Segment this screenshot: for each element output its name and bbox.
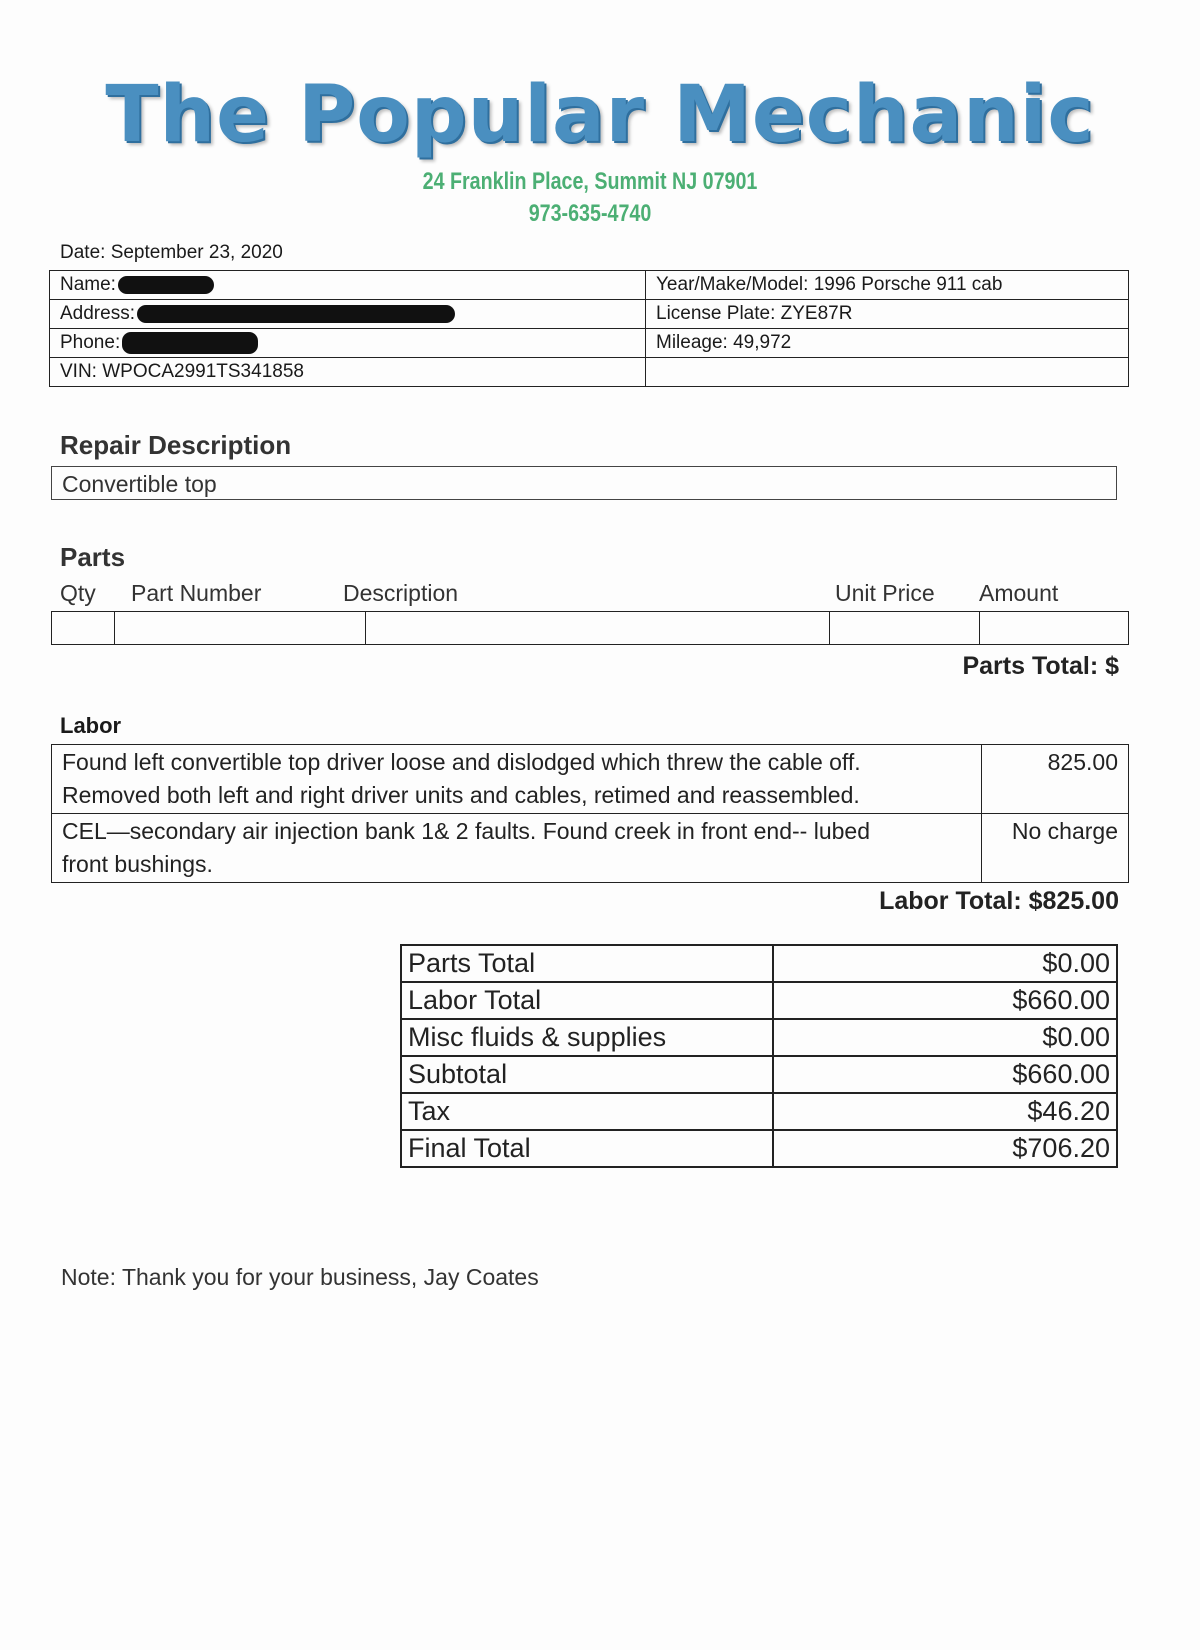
thank-you-note: Note: Thank you for your business, Jay Coates xyxy=(61,1264,539,1290)
redacted-phone xyxy=(122,332,258,354)
labor-description xyxy=(52,814,982,883)
parts-total: Parts Total: $ xyxy=(962,652,1119,680)
labor-heading: Labor xyxy=(60,713,122,738)
parts-cell xyxy=(366,612,830,645)
customer-vehicle-table xyxy=(49,270,1129,387)
labor-line: front bushings. xyxy=(62,851,213,877)
customer-name-label: Name: xyxy=(60,274,116,295)
year-make-model: Year/Make/Model: 1996 Porsche 911 cab xyxy=(646,271,1129,300)
summary-label: Subtotal xyxy=(401,1056,773,1093)
parts-col-qty: Qty xyxy=(60,580,96,606)
labor-amount: 825.00 xyxy=(982,745,1129,814)
repair-description: Convertible top xyxy=(51,466,1117,500)
license-plate: License Plate: ZYE87R xyxy=(646,300,1129,329)
customer-address-label: Address: xyxy=(60,303,135,324)
summary-value: $46.20 xyxy=(773,1093,1117,1130)
table-row xyxy=(401,982,1117,1019)
labor-total: Labor Total: $825.00 xyxy=(879,887,1119,915)
table-row xyxy=(52,612,1129,645)
table-row xyxy=(401,945,1117,982)
labor-description xyxy=(52,745,982,814)
invoice-date: Date: September 23, 2020 xyxy=(60,242,283,263)
parts-cell xyxy=(830,612,980,645)
shop-address: 24 Franklin Place, Summit NJ 07901 xyxy=(422,168,758,195)
parts-cell xyxy=(115,612,366,645)
parts-cell xyxy=(980,612,1129,645)
parts-col-part-number: Part Number xyxy=(131,580,262,606)
labor-line: CEL—secondary air injection bank 1& 2 faults. Found creek in front end-- lubed xyxy=(62,818,870,844)
table-row xyxy=(401,1130,1117,1167)
redacted-address xyxy=(137,305,455,323)
summary-table xyxy=(400,944,1118,1168)
parts-col-description: Description xyxy=(343,580,459,606)
customer-address-cell xyxy=(50,300,646,329)
labor-amount: No charge xyxy=(982,814,1129,883)
customer-phone-cell xyxy=(50,329,646,358)
table-row xyxy=(401,1019,1117,1056)
summary-value: $660.00 xyxy=(773,1056,1117,1093)
parts-col-amount: Amount xyxy=(979,580,1059,606)
labor-line: Removed both left and right driver units and cables, retimed and reassembled. xyxy=(62,782,860,808)
parts-table xyxy=(51,611,1129,645)
summary-value: $660.00 xyxy=(773,982,1117,1019)
vin: VIN: WPOCA2991TS341858 xyxy=(50,358,646,387)
table-row xyxy=(401,1093,1117,1130)
customer-phone-label: Phone: xyxy=(60,332,121,353)
customer-name-cell xyxy=(50,271,646,300)
summary-label: Labor Total xyxy=(401,982,773,1019)
repair-description-heading: Repair Description xyxy=(60,430,292,460)
summary-label: Tax xyxy=(401,1093,773,1130)
summary-label: Final Total xyxy=(401,1130,773,1167)
summary-value: $706.20 xyxy=(773,1130,1117,1167)
mileage: Mileage: 49,972 xyxy=(646,329,1129,358)
shop-phone: 973-635-4740 xyxy=(528,200,652,227)
summary-label: Misc fluids & supplies xyxy=(401,1019,773,1056)
parts-col-unit-price: Unit Price xyxy=(835,580,935,606)
table-row xyxy=(401,1056,1117,1093)
labor-table xyxy=(51,744,1129,883)
summary-value: $0.00 xyxy=(773,945,1117,982)
labor-line: Found left convertible top driver loose and dislodged which threw the cable off. xyxy=(62,749,861,775)
parts-heading: Parts xyxy=(60,542,126,572)
parts-cell xyxy=(52,612,115,645)
table-row xyxy=(52,814,1129,883)
shop-name: The Popular Mechanic xyxy=(105,70,1095,160)
summary-value: $0.00 xyxy=(773,1019,1117,1056)
summary-label: Parts Total xyxy=(401,945,773,982)
table-row xyxy=(52,745,1129,814)
empty-cell xyxy=(646,358,1129,387)
redacted-name xyxy=(118,276,214,294)
